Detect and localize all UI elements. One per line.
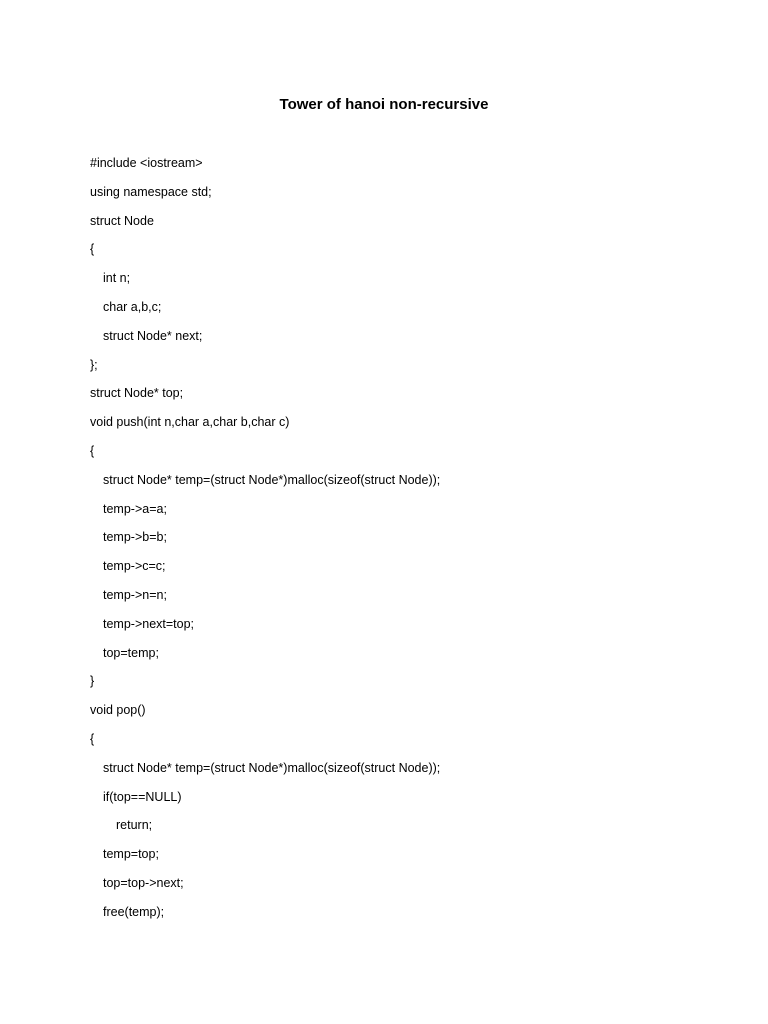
code-line: return; — [116, 818, 153, 833]
code-line: struct Node* temp=(struct Node*)malloc(sizeof(struct Node)); — [103, 472, 441, 487]
code-line: struct Node — [90, 213, 154, 228]
code-line: void pop() — [90, 703, 146, 718]
code-line: temp->a=a; — [103, 501, 167, 516]
code-line: temp->c=c; — [103, 559, 166, 574]
code-line: if(top==NULL) — [103, 789, 182, 804]
code-line: temp->next=top; — [103, 616, 195, 631]
code-line: { — [90, 731, 95, 746]
code-line: temp->b=b; — [103, 530, 167, 545]
code-line: int n; — [103, 271, 131, 286]
code-line: } — [90, 674, 95, 689]
code-line: }; — [90, 357, 98, 372]
code-line: #include <iostream> — [90, 156, 203, 170]
code-line: { — [90, 443, 95, 458]
document-title: Tower of hanoi non-recursive — [279, 96, 489, 113]
code-block — [90, 152, 730, 930]
code-line: free(temp); — [103, 904, 165, 919]
code-line: struct Node* temp=(struct Node*)malloc(sizeof(struct Node)); — [103, 760, 441, 775]
code-line: temp=top; — [103, 847, 159, 862]
code-line: struct Node* top; — [90, 386, 184, 401]
code-line: { — [90, 242, 95, 257]
code-line: char a,b,c; — [103, 299, 162, 314]
code-line: using namespace std; — [90, 184, 212, 199]
code-line: temp->n=n; — [103, 587, 167, 602]
code-line: void push(int n,char a,char b,char c) — [90, 415, 290, 430]
code-line: top=temp; — [103, 645, 159, 660]
code-line: top=top->next; — [103, 875, 184, 890]
code-line: struct Node* next; — [103, 328, 203, 343]
